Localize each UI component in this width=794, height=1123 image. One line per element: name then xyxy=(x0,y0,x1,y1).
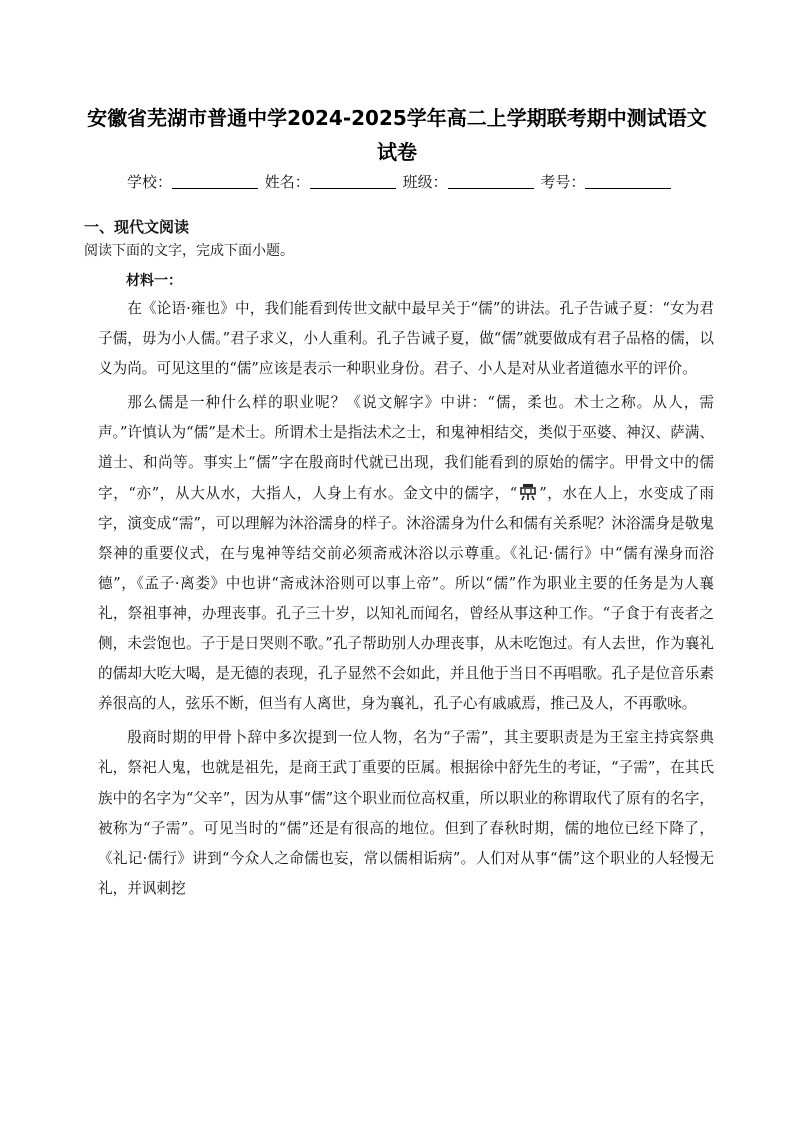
class-label: 班级： xyxy=(402,173,448,191)
name-label: 姓名： xyxy=(264,173,310,191)
student-info-row xyxy=(127,171,687,192)
paragraph-3: 殷商时期的甲骨卜辞中多次提到一位人物，名为“子需”，其主要职责是为王室主持宾祭典礼，祭祀人鬼，也就是祖先，是商王武丁重要的臣属。根据徐中舒先生的考证，“子需”，在其氏族中的名字为“父辛”，因为从事“儒”这个职业而位高权重，所以职业的称谓取代了原有的名字，被称为“子需”。可见当时的“儒”还是有很高的地位。但到了春秋时期，儒的地位已经下降了，《礼记·儒行》讲到“今众人之命儒也妄，常以儒相诟病”。人们对从事“儒”这个职业的人轻慢无礼，并讽刺挖 xyxy=(98,729,714,897)
paragraph-1: 在《论语·雍也》中，我们能看到传世文献中最早关于“儒”的讲法。孔子告诫子夏：“女为君子儒，毋为小人儒。”君子求义，小人重利。孔子告诫子夏，做“儒”就要做成有君子品格的儒，以义为尚。可见这里的“儒”应该是表示一种职业身份。君子、小人是对从业者道德水平的评价。 xyxy=(98,300,714,378)
paragraph-2-part-a: 那么儒是一种什么样的职业呢？《说文解字》中讲：“儒，柔也。术士之称。从人，需声。”许慎认为“儒”是术士。所谓术士是指法术之士，和鬼神相结交，类似于巫婆、神汉、萨满、道士、和尚等。事实上“儒”字在殷商时代就已出现，我们能看到的原始的儒字。甲骨文中的儒字，“亦”，从大从水，大指人，人身上有水。金文中的儒字，“ xyxy=(98,394,714,502)
bronze-inscription-glyph-icon xyxy=(517,483,539,501)
exam-title-line1: 安徽省芜湖市普通中学2024-2025学年高二上学期联考期中测试语文 xyxy=(87,106,707,130)
school-label: 学校： xyxy=(127,173,173,191)
material-label: 材料一： xyxy=(126,273,182,289)
school-blank[interactable] xyxy=(172,174,258,189)
class-blank[interactable] xyxy=(448,174,534,189)
section-heading: 一、现代文阅读 xyxy=(84,218,190,236)
exam-title-line2: 试卷 xyxy=(377,140,417,164)
name-blank[interactable] xyxy=(310,174,396,189)
exam-number-blank[interactable] xyxy=(585,174,671,189)
paragraph-2-part-b: ”，水在人上，水变成了雨字，演变成“需”，可以理解为沐浴濡身的样子。沐浴濡身为什么和儒有关系呢？沐浴濡身是敬鬼祭神的重要仪式，在与鬼神等结交前必须斋戒沐浴以示尊重。《礼记·儒行》中“儒有澡身而浴德”，《孟子·离娄》中也讲“斋戒沐浴则可以事上帝”。所以“儒”作为职业主要的任务是为人襄礼，祭祖事神，办理丧事。孔子三十岁，以知礼而闻名，曾经从事这种工作。“子食于有丧者之侧，未尝饱也。子于是日哭则不歌。”孔子帮助别人办理丧事，从未吃饱过。有人去世，作为襄礼的儒却大吃大喝，是无德的表现，孔子显然不会如此，并且他于当日不再唱歌。孔子是位音乐素养很高的人，弦乐不断，但当有人离世，身为襄礼，孔子心有戚戚焉，推己及人，不再歌咏。 xyxy=(98,484,714,713)
paragraph-2 xyxy=(98,388,714,719)
reading-instruction: 阅读下面的文字，完成下面小题。 xyxy=(84,243,294,259)
passage-body xyxy=(98,294,714,904)
exam-number-label: 考号： xyxy=(540,173,586,191)
